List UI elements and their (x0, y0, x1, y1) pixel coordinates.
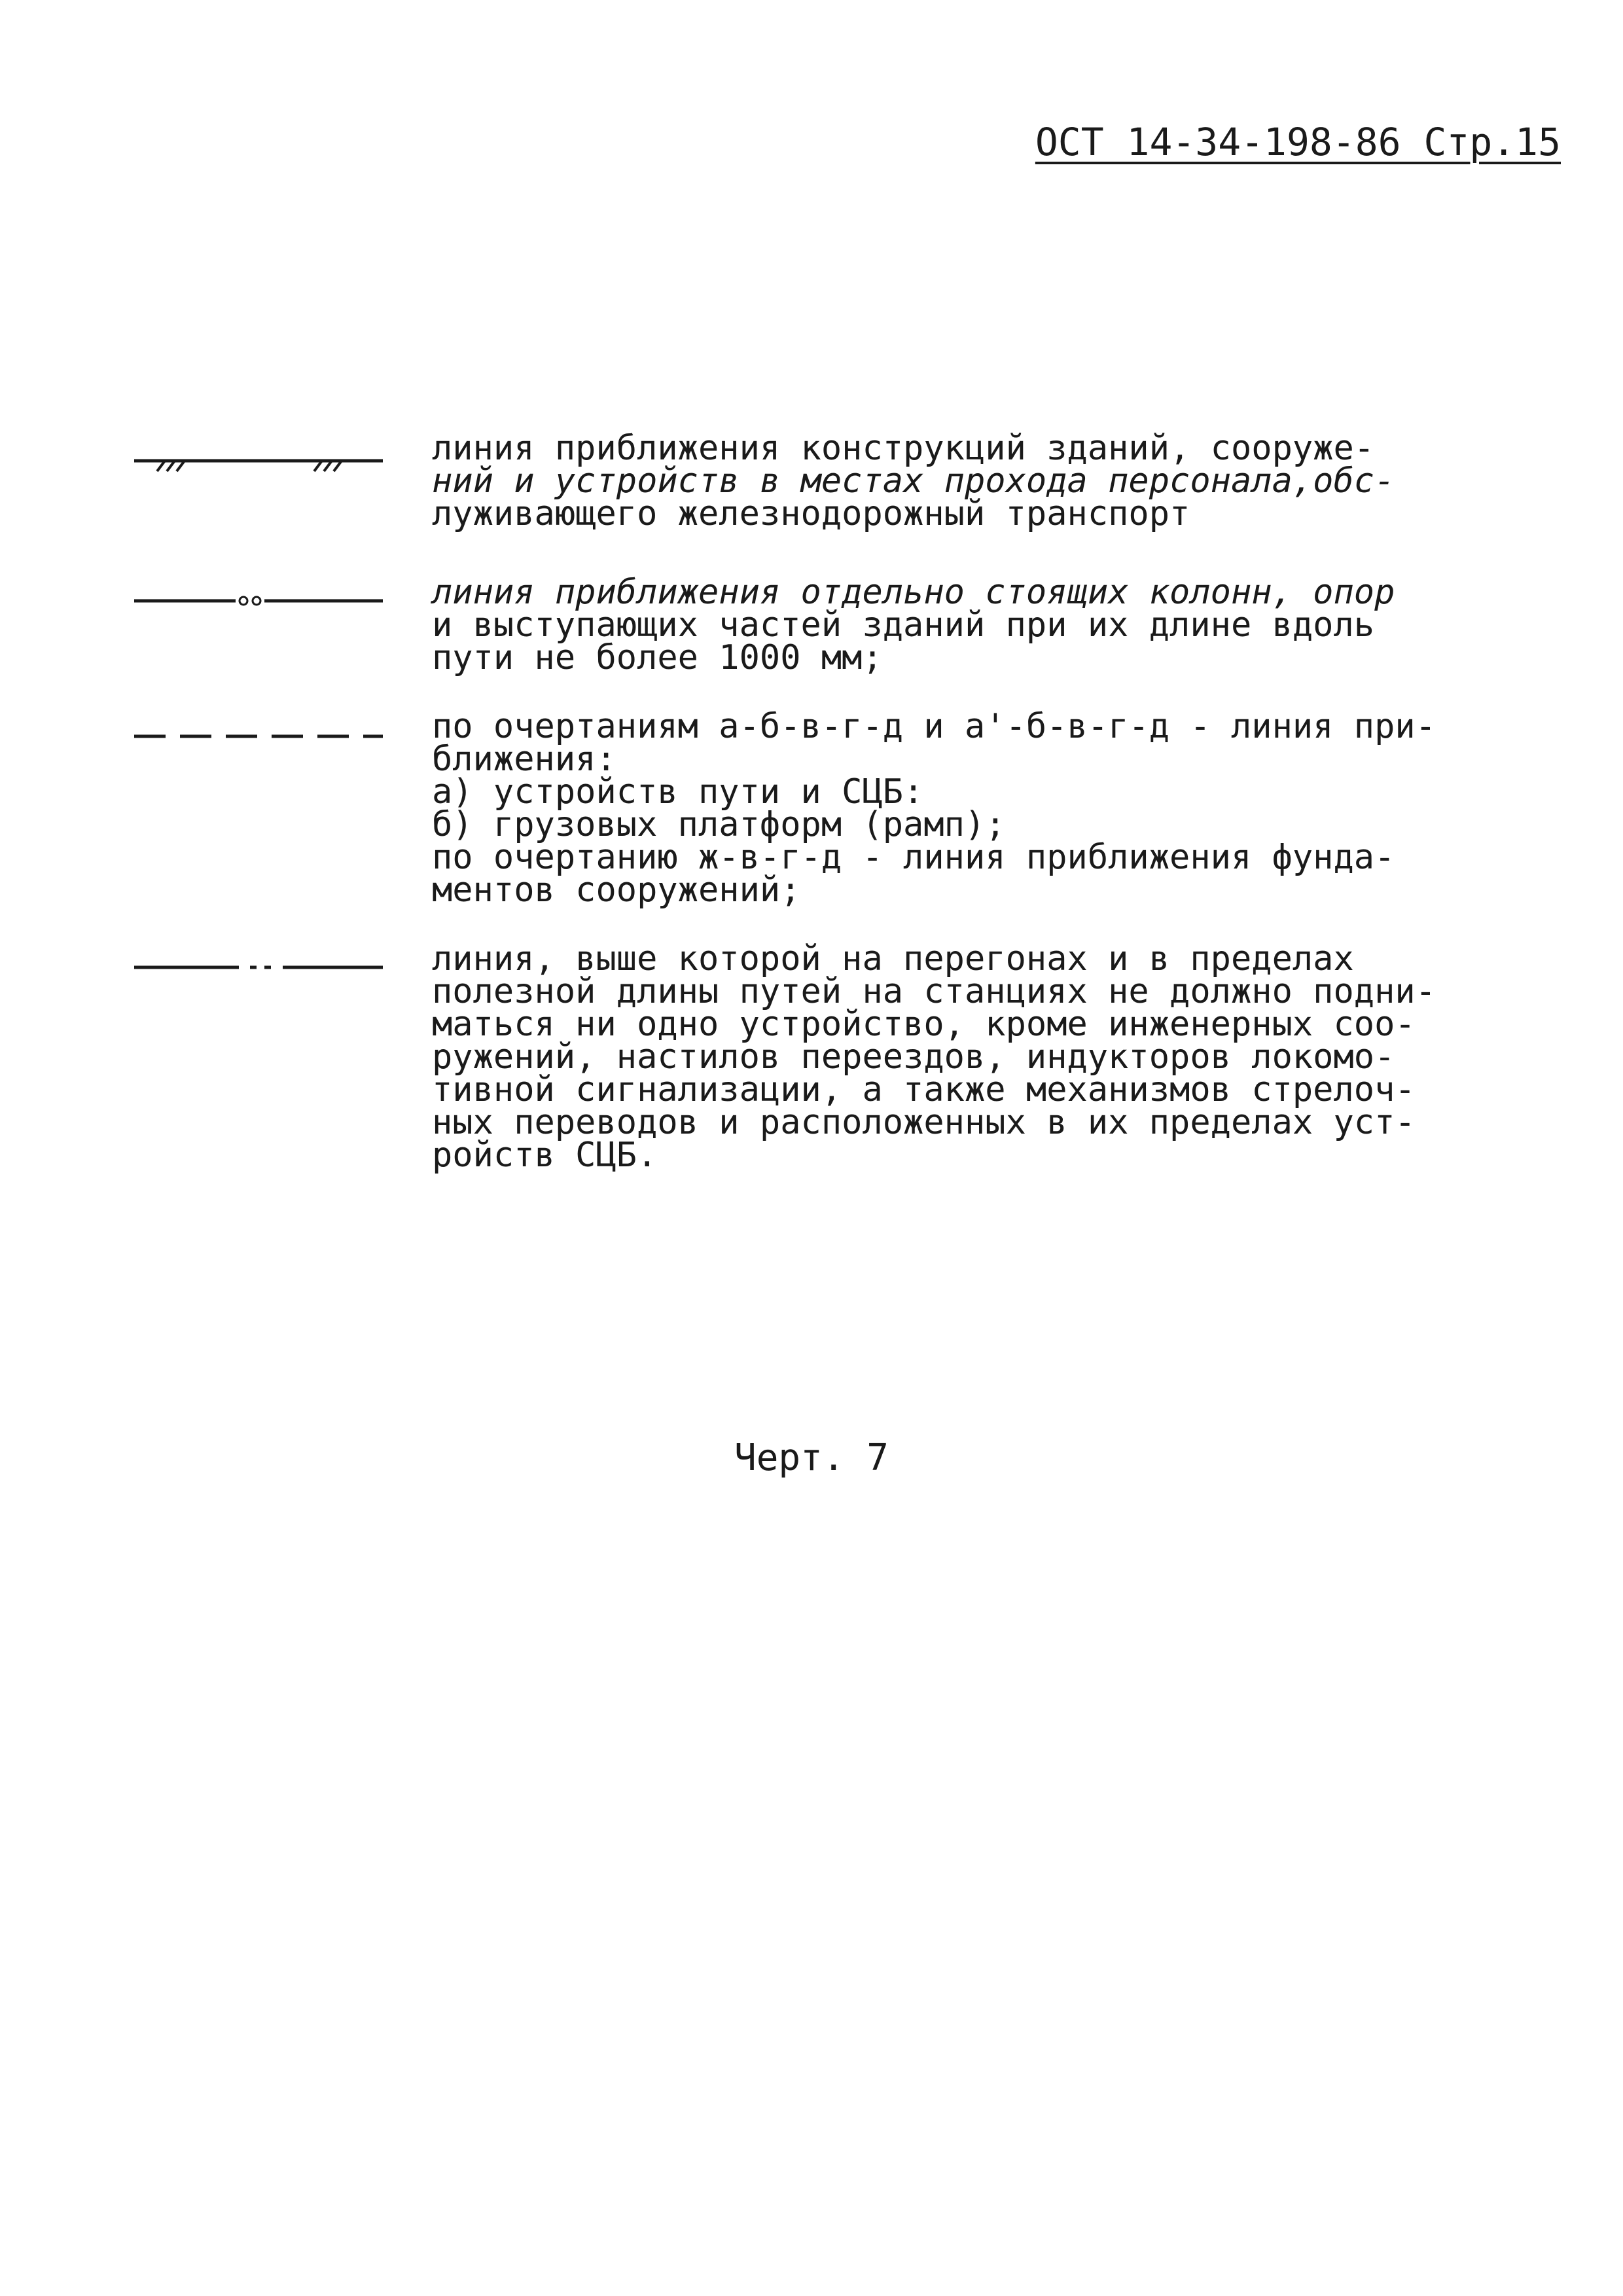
legend-line: луживающего железнодорожный транспорт (432, 494, 1190, 533)
legend-text-2 (432, 573, 1584, 677)
legend-line: и выступающих частей зданий при их длине вдоль (432, 605, 1375, 645)
legend-line: ружений, настилов переездов, индукторов локомо- (432, 1037, 1395, 1077)
legend-line: маться ни одно устройство, кроме инженерных соо- (432, 1005, 1416, 1044)
legend-line: ближения: (432, 740, 616, 779)
legend-line: ных переводов и расположенных в их пределах уст- (432, 1103, 1416, 1142)
legend-line: линия приближения отдельно стоящих колонн, опор (432, 573, 1395, 612)
page-header: ОСТ 14-34-198-86 Стр.15 (1035, 120, 1561, 164)
figure-caption: Черт. 7 (734, 1437, 889, 1479)
legend-line: по очертанию ж-в-г-д - линия приближения фунда- (432, 838, 1395, 877)
legend-line: ройств СЦБ. (432, 1136, 658, 1175)
legend-text-4 (432, 939, 1584, 1175)
legend-text-1 (432, 429, 1584, 533)
legend-line: тивной сигнализации, а также механизмов стрелоч- (432, 1070, 1416, 1109)
legend-line: ментов сооружений; (432, 870, 801, 910)
legend-line: б) грузовых платформ (рамп); (432, 805, 1006, 844)
dash-dot-line-icon (131, 948, 386, 987)
line-with-circles-icon (131, 581, 386, 620)
legend-line: ний и устройств в местах прохода персонала,обс- (432, 461, 1395, 501)
legend-line: по очертаниям а-б-в-г-д и а'-б-в-г-д - линия при- (432, 707, 1436, 746)
legend-line: полезной длины путей на станциях не должно подни- (432, 972, 1436, 1011)
legend-line: линия приближения конструкций зданий, сооруже- (432, 429, 1375, 468)
legend-line: линия, выше которой на перегонах и в пределах (432, 939, 1354, 978)
legend-text-3 (432, 707, 1584, 910)
hatched-solid-line-icon (131, 441, 386, 480)
dashed-line-icon (131, 717, 386, 756)
legend-line: а) устройств пути и СЦБ: (432, 772, 924, 812)
legend-line: пути не более 1000 мм; (432, 638, 883, 677)
